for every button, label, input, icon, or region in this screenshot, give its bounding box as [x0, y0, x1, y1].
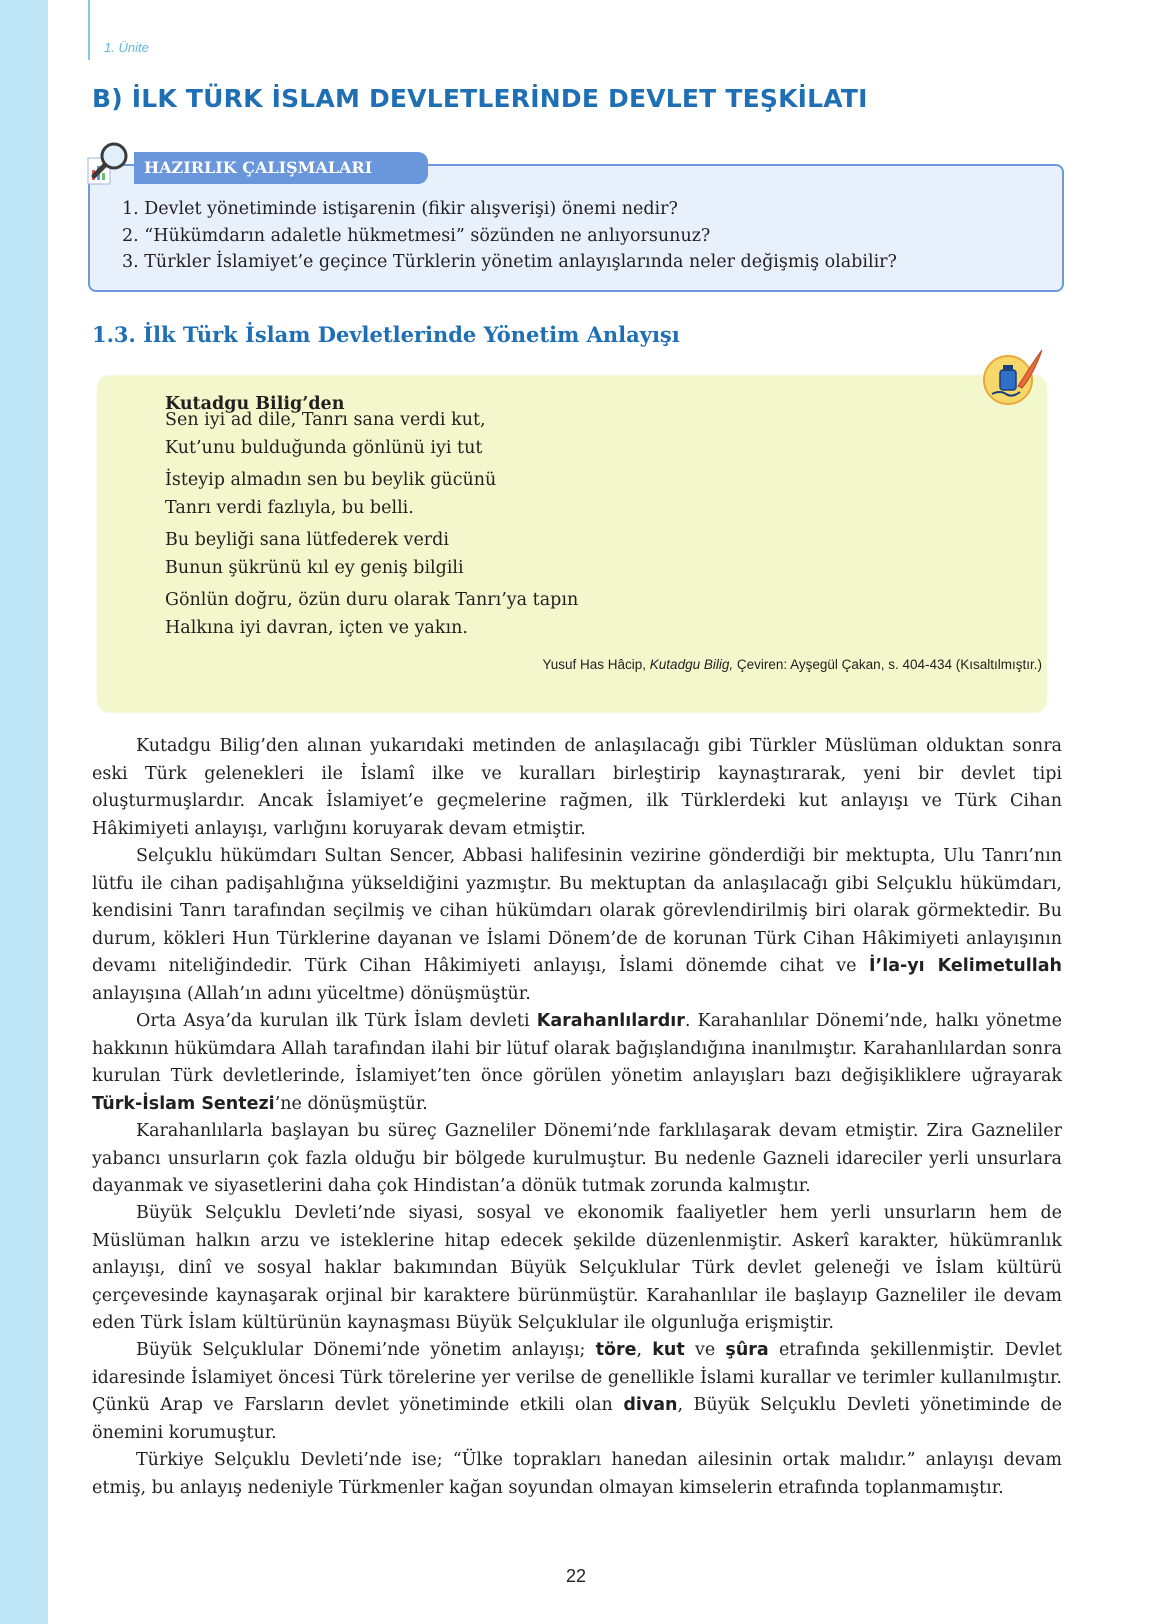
poem-line: Bunun şükrünü kıl ey geniş bilgili: [165, 558, 464, 578]
text-run: Büyük Selçuklular Dönemi’nde yönetim anlayışı;: [136, 1340, 596, 1360]
poem-line: Kut’unu bulduğunda gönlünü iyi tut: [165, 438, 483, 458]
text-run: anlayışına (Allah’ın adını yüceltme) dönüşmüştür.: [92, 983, 531, 1004]
paragraph-4: Karahanlılarla başlayan bu süreç Gazneliler Dönemi’nde farklılaşarak devam etmiştir. Zira Gazneliler yabancı unsurların çok fazla olduğu bir bölgede kurulmuştur. Bu nedenle Gazneli idareciler yerli unsurlara dayanmak ve siyasetlerini daha çok Hindistan’a dönük tutmak zorunda kalmıştır.: [92, 1121, 1062, 1196]
bold-term: Türk-İslam Sentezi: [92, 1093, 275, 1114]
paragraph-7: Türkiye Selçuklu Devleti’nde ise; “Ülke toprakları hanedan ailesinin ortak malıdır.” anlayışı devam etmiş, bu anlayış nedeniyle Türkmenler kağan soyundan olmayan kimselerin etrafında toplanmamıştır.: [92, 1450, 1062, 1498]
source-work: Kutadgu Bilig,: [649, 657, 734, 672]
preparation-list: [122, 196, 897, 276]
poem-line: Tanrı verdi fazlıyla, bu belli.: [165, 498, 414, 518]
bold-term: kut: [652, 1340, 685, 1360]
bold-term: Karahanlılardır: [536, 1011, 685, 1031]
poem-line: İsteyip almadın sen bu beylik gücünü: [165, 470, 497, 490]
bold-term: divan: [623, 1395, 678, 1415]
paragraph-6: [92, 1337, 1062, 1447]
source-details: Çeviren: Ayşegül Çakan, s. 404-434 (Kısaltılmıştır.): [733, 657, 1042, 672]
poem-stanza: [165, 586, 578, 642]
poem-stanza: [165, 466, 496, 522]
paragraph-3: [92, 1008, 1062, 1118]
source-author: Yusuf Has Hâcip,: [542, 657, 650, 672]
bold-term: İ’la-yı Kelimetullah: [869, 956, 1062, 976]
text-run: etrafında şekillenmiştir. Devlet idaresinde İslamiyet öncesi Türk törelerine yer verilse de genellikle İslami kurallar ve terimler kullanılmıştır. Çünkü Arap ve Farsların devlet yönetiminde etkili olan: [92, 1340, 1062, 1415]
bold-term: şûra: [725, 1340, 769, 1360]
paragraph-5: Büyük Selçuklu Devleti’nde siyasi, sosyal ve ekonomik faaliyetler hem yerli unsurların hem de Müslüman halkın arzu ve isteklerine hitap edecek şekilde düzenlenmiştir. Askerî karakter, hükümranlık anlayışı, dinî ve sosyal haklar bakımından Büyük Selçuklular Türk devlet geleneği ve İslam kültürü çerçevesinde kaynaşarak orjinal bir karaktere bürünmüştür. Karahanlılar ile başlayıp Gazneliler ile devam eden Türk İslam kültürünün kaynaşması Büyük Selçuklular ile olgunluğa erişmiştir.: [92, 1203, 1062, 1333]
side-color-band: [0, 0, 48, 1624]
paragraph-2: [92, 843, 1062, 1008]
text-run: ve: [684, 1340, 726, 1360]
text-run: , Büyük Selçuklu Devleti yönetiminde de önemini korumuştur.: [92, 1395, 1062, 1443]
paragraph-1: Kutadgu Bilig’den alınan yukarıdaki metinden de anlaşılacağı gibi Türkler Müslüman olduktan sonra eski Türk gelenekleri ile İslamî ilke ve kuralları birleştirip kaynaştırarak, yeni bir devlet tipi oluşturmuşlardır. Ancak İslamiyet’e geçmelerine rağmen, ilk Türklerdeki kut anlayışı ve Türk Cihan Hâkimiyeti anlayışı, varlığını koruyarak devam etmiştir.: [92, 736, 1062, 839]
prep-item: 3. Türkler İslamiyet’e geçince Türklerin yönetim anlayışlarında neler değişmiş olabilir?: [122, 252, 897, 272]
poem-line: Gönlün doğru, özün duru olarak Tanrı’ya tapın: [165, 590, 579, 610]
text-run: Orta Asya’da kurulan ilk Türk İslam devleti: [136, 1011, 537, 1031]
poem-line: Sen iyi ad dile, Tanrı sana verdi kut,: [165, 410, 486, 430]
poem-stanza: [165, 406, 486, 462]
bold-term: töre: [595, 1340, 637, 1360]
prep-item: 2. “Hükümdarın adaletle hükmetmesi” sözünden ne anlıyorsunuz?: [122, 225, 711, 246]
poem-line: Halkına iyi davran, içten ve yakın.: [165, 618, 468, 638]
prep-item: 1. Devlet yönetiminde istişarenin (fikir alışverişi) önemi nedir?: [122, 199, 678, 219]
section-title: B) İLK TÜRK İSLAM DEVLETLERİNDE DEVLET TEŞKİLATI: [92, 84, 868, 113]
poem-stanza: [165, 526, 464, 582]
text-run: Selçuklu hükümdarı Sultan Sencer, Abbasi halifesinin vezirine gönderdiği bir mektupta, Ulu Tanrı’nın lütfu ile cihan padişahlığına yükseldiğini yazmıştır. Bu mektuptan da anlaşılacağı gibi Selçuklu hükümdarı, kendisini Tanrı tarafından seçilmiş ve cihan hükümdarı olarak görevlendirilmiş biri olarak görmektedir. Bu durum, kökleri Hun Türklerine dayanan ve İslami Dönem’de de korunan Türk Cihan Hâkimiyeti anlayışının devamı niteliğindedir. Türk Cihan Hâkimiyeti anlayışı, İslami dönemde cihat ve: [92, 846, 1062, 976]
poem-source: [542, 657, 1042, 672]
text-run: . Karahanlılar Dönemi’nde, halkı yönetme hakkının hükümdara Allah tarafından ilahi bir lütuf olarak bağışlandığına inanılmıştır. Karahanlılardan sonra kurulan Türk devletlerinde, İslamiyet’ten önce görülen yönetim anlayışları bazı değişikliklere uğrayarak: [92, 1011, 1062, 1086]
unit-label: 1. Ünite: [104, 40, 149, 55]
ink-quill-icon: [982, 346, 1044, 408]
poem-line: Bu beyliği sana lütfederek verdi: [165, 530, 449, 550]
poem-title: Kutadgu Bilig’den: [165, 394, 345, 414]
header-rule: [88, 0, 90, 60]
page-number: 22: [565, 1566, 587, 1586]
text-run: ’ne dönüşmüştür.: [274, 1093, 428, 1114]
preparation-label: HAZIRLIK ÇALIŞMALARI: [144, 158, 373, 177]
subsection-title: 1.3. İlk Türk İslam Devletlerinde Yönetim Anlayışı: [92, 322, 680, 347]
magnifier-icon: [86, 140, 136, 186]
text-run: ,: [636, 1340, 653, 1360]
